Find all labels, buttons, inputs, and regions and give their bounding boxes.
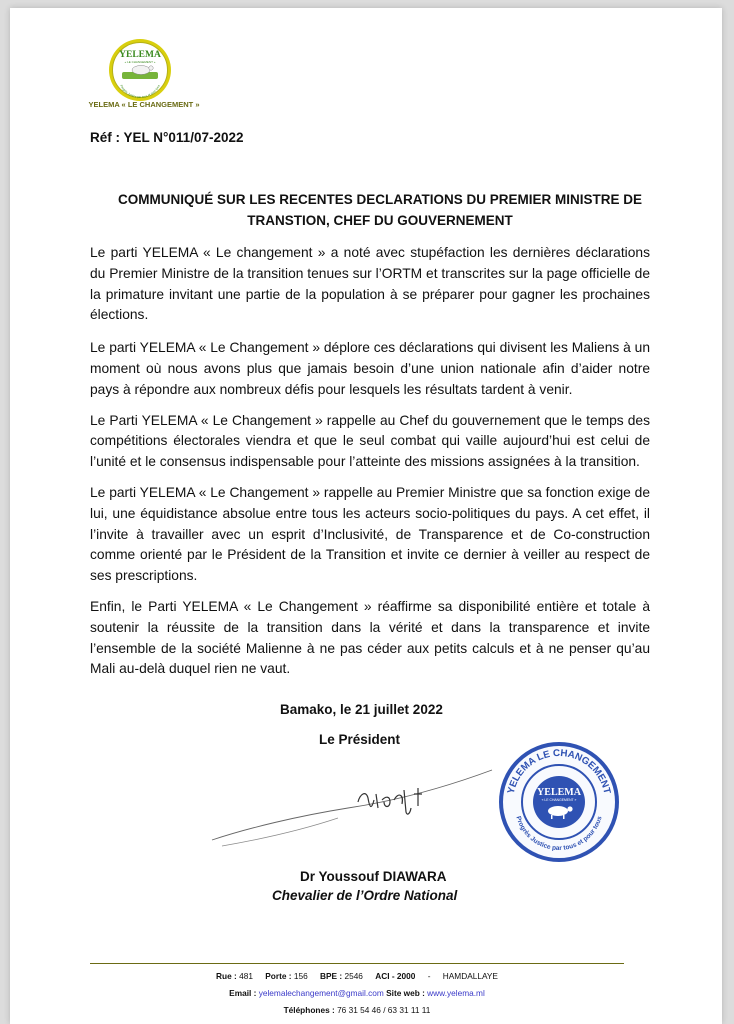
footer-contact [90, 988, 624, 998]
handwritten-signature [208, 750, 498, 858]
paragraph-4: Le parti YELEMA « Le Changement » rappelle au Premier Ministre que sa fonction exige de lui, une équidistance absolue entre tous les acteurs socio-politiques du pays. A cet effet, il l’invite à travailler avec un esprit d’Inclusivité, de Transparence et de Co-construction comme orienté par le Président de la Transition et invite ce dernier à veiller au respect de ses prescriptions. [90, 484, 650, 584]
signer-title: Chevalier de l’Ordre National [272, 888, 458, 903]
signatory-role: Le Président [319, 732, 401, 747]
bpe-value: 2546 [344, 971, 363, 981]
rue-value: 481 [239, 971, 253, 981]
email-label: Email : [229, 988, 257, 998]
footer-divider [90, 963, 624, 964]
stamp-center-subtext: « LE CHANGEMENT » [541, 798, 577, 802]
reference-number: Réf : YEL N°011/07-2022 [90, 130, 244, 145]
signer-name: Dr Youssouf DIAWARA [300, 869, 447, 884]
paragraph-5: Enfin, le Parti YELEMA « Le Changement » réaffirme sa disponibilité entière et totale à soutenir la réussite de la transition dans la vérité et dans la transparence et invite l’ensemble de la société Malienne à ne pas céder aux petits calculs et à ne penser qu’au Mali au-delà duquel rien ne vaut. [90, 598, 650, 677]
paragraph-2: Le parti YELEMA « Le Changement » déplore ces déclarations qui divisent les Maliens à un moment où nous avons plus que jamais besoin d’une union nationale afin d’aider notre pays à répondre aux nombreux défis pour lesquels les résultats tardent à venir. [90, 340, 650, 397]
paragraph-3: Le Parti YELEMA « Le Changement » rappelle au Chef du gouvernement que le temps des compétitions électorales viendra et que le seul combat qui vaille aujourd’hui est celui de l’unité et le consensus indispensable pour l’atteinte des missions assignées à la transition. [90, 412, 650, 470]
footer-address [90, 971, 624, 981]
porte-label: Porte : [265, 971, 292, 981]
yelema-logo [108, 38, 172, 102]
letter-page [10, 8, 722, 1024]
stamp-top-text: YELEMA LE CHANGEMENT [505, 747, 613, 796]
district: HAMDALLAYE [442, 971, 498, 981]
date-line: Bamako, le 21 juillet 2022 [280, 702, 443, 717]
letter-body [90, 243, 650, 690]
paragraph-1: Le parti YELEMA « Le changement » a noté avec stupéfaction les dernières déclarations du Premier Ministre de la transition tenues sur l’ORTM et transcrites sur la page officielle de la primature invitant une partie de la population à se préparer pour gagner les prochaines élections. [90, 245, 650, 323]
title-line-1: COMMUNIQUÉ SUR LES RECENTES DECLARATIONS DU PREMIER MINISTRE DE [117, 192, 643, 207]
bpe-label: BPE : [320, 971, 343, 981]
logo-tagline: « LE CHANGEMENT » [124, 60, 156, 64]
logo-wordmark: YELEMA [119, 50, 161, 60]
porte-value: 156 [293, 971, 308, 981]
official-stamp [496, 739, 622, 865]
website-link[interactable]: www.yelema.ml [427, 988, 485, 998]
phone-label: Téléphones : [283, 1005, 335, 1015]
phone-numbers: 76 31 54 46 / 63 31 11 11 [337, 1005, 431, 1015]
email-link[interactable]: yelemalechangement@gmail.com [258, 988, 384, 998]
stamp-bottom-text: Progrès Justice par tous et pour tous [514, 815, 604, 853]
footer-phones [90, 1005, 624, 1015]
footer-dash: - [427, 971, 431, 981]
aci-value: ACI - 2000 [375, 971, 416, 981]
logo-motto: Progrès Justice par tous et pour tous [119, 84, 161, 100]
logo-caption: YELEMA « LE CHANGEMENT » [88, 100, 200, 109]
document-title [90, 189, 670, 231]
rue-label: Rue : [216, 971, 237, 981]
title-line-2: TRANSTION, CHEF DU GOUVERNEMENT [247, 213, 513, 228]
web-label: Site web : [386, 988, 425, 998]
sheep-icon [132, 66, 150, 75]
stamp-center-text: YELEMA [537, 787, 581, 798]
